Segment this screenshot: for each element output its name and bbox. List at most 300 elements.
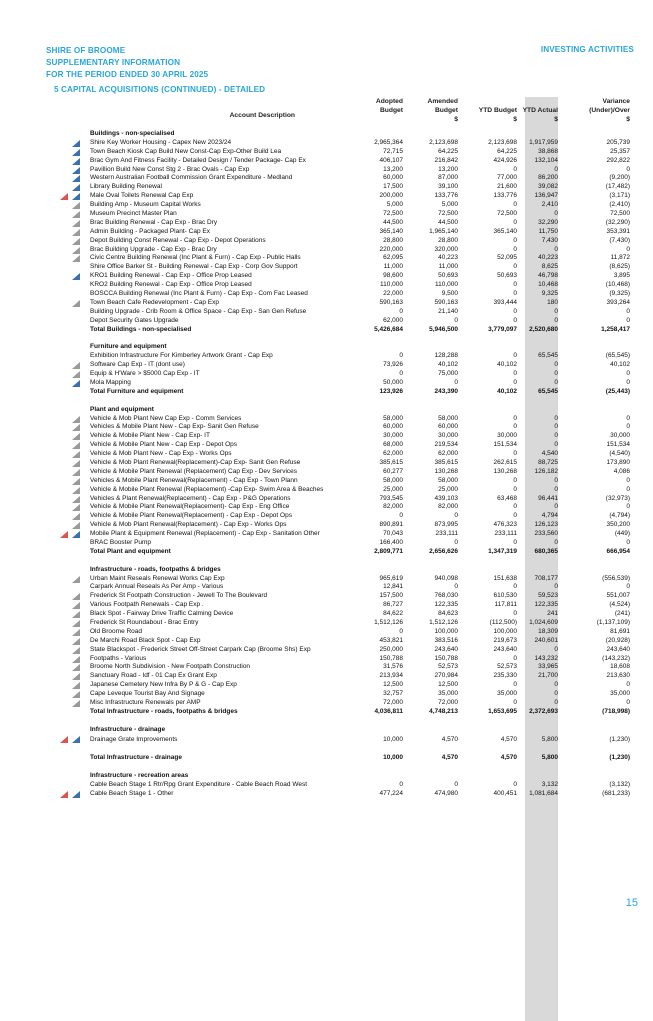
table-row [0, 521, 653, 530]
signal-bars-icon [60, 193, 68, 200]
ytd-actual-value: 46,798 [538, 272, 558, 280]
ytd-budget-value: 72,500 [497, 210, 517, 218]
adopted-budget-value: 590,163 [379, 298, 403, 306]
account-description: Old Broome Road [90, 627, 143, 635]
ytd-budget-value: 151,638 [493, 574, 517, 582]
adopted-budget-value: 157,500 [379, 592, 403, 600]
ytd-actual-value: 2,372,693 [529, 707, 558, 715]
report-period: FOR THE PERIOD ENDED 30 APRIL 2025 [46, 70, 209, 80]
ytd-budget-value: 0 [513, 476, 517, 484]
section-label: INVESTING ACTIVITIES [540, 45, 634, 54]
signal-bars-icon [72, 175, 80, 182]
variance-value: 0 [626, 485, 630, 493]
account-description: KRO2 Building Renewal - Cap Exp - Office Prop Leased [90, 281, 252, 289]
variance-value: 0 [626, 165, 630, 173]
ytd-actual-value: 10,468 [538, 281, 558, 289]
variance-value: (9,200) [609, 174, 630, 182]
amended-budget-value: 233,111 [435, 530, 458, 538]
adopted-budget-value: 453,821 [379, 636, 403, 644]
ytd-actual-value: 233,560 [534, 530, 558, 538]
ytd-budget-value: 0 [513, 316, 517, 324]
table-row [0, 432, 653, 441]
variance-value: 3,895 [613, 272, 630, 280]
account-description: Vehicles & Mobile Plant Renewal(Replacement) - Cap Exp - Town Plann [90, 476, 298, 484]
ytd-budget-value: 219,673 [493, 636, 517, 644]
ytd-actual-value: 0 [554, 361, 558, 369]
amended-budget-value: 58,000 [438, 414, 458, 422]
adopted-budget-value: 5,426,684 [374, 325, 403, 333]
adopted-budget-value: 12,841 [383, 583, 403, 591]
ytd-actual-value: 136,947 [534, 192, 558, 200]
adopted-budget-value: 13,200 [383, 165, 403, 173]
ytd-actual-value: 96,441 [538, 494, 558, 502]
ytd-actual-value: 8,625 [541, 263, 558, 271]
ytd-actual-value: 4,540 [541, 450, 558, 458]
account-description: Admin Building - Packaged Plant- Cap Ex [90, 227, 210, 235]
signal-bars-icon [72, 513, 80, 520]
adopted-budget-value: 32,757 [383, 690, 403, 698]
table-row [0, 486, 653, 495]
account-description: Vehicle & Mob Plant Renewal(Replacement)-Cap Exp- Sanit Gen Refuse [90, 458, 301, 466]
variance-value: 0 [626, 370, 630, 378]
adopted-budget-value: 12,500 [383, 681, 403, 689]
ytd-budget-value: 77,000 [497, 174, 517, 182]
variance-value: 35,000 [610, 690, 630, 698]
ytd-budget-value: 0 [513, 165, 517, 173]
table-row [0, 781, 653, 790]
amended-budget-value: 11,000 [438, 263, 458, 271]
account-description: Vehicle & Mob Plant New Cap Exp - Comm Services [90, 414, 242, 422]
signal-bars-icon [72, 522, 80, 529]
amended-budget-value: 4,570 [441, 754, 458, 762]
table-row [0, 139, 653, 148]
ytd-actual-value: 5,800 [541, 735, 558, 743]
report-subtitle: SUPPLEMENTARY INFORMATION [46, 58, 181, 68]
variance-value: (2,410) [609, 201, 630, 209]
adopted-budget-value: 5,000 [386, 201, 403, 209]
ytd-budget-value: 30,000 [497, 432, 517, 440]
amended-budget-value: 270,984 [434, 672, 458, 680]
table-row [0, 503, 653, 512]
ytd-actual-value: 5,800 [541, 754, 558, 762]
adopted-budget-value: 72,715 [383, 147, 403, 155]
signal-bars-icon [72, 673, 80, 680]
amended-budget-value: 72,000 [438, 699, 458, 706]
ytd-budget-value: 0 [513, 450, 517, 458]
adopted-budget-value: 0 [399, 370, 403, 378]
account-description: Total Buildings - non-specialised [90, 325, 192, 333]
variance-value: (10,468) [605, 281, 630, 289]
table-row [0, 379, 653, 388]
account-description: BOSCCA Building Renewal (Inc Plant & Furn) - Cap Exp - Com Fac Leased [90, 290, 308, 298]
adopted-budget-value: 72,500 [383, 210, 403, 218]
ytd-budget-value: 0 [513, 263, 517, 271]
signal-bars-icon [72, 593, 80, 600]
variance-value: (8,625) [609, 263, 630, 271]
table-row [0, 441, 653, 450]
variance-value: 0 [626, 245, 630, 253]
table-row [0, 210, 653, 219]
signal-bars-icon [72, 193, 80, 200]
ytd-actual-value: 0 [554, 307, 558, 315]
table-row [0, 290, 653, 299]
account-description: Shire Office Barker St - Building Renewal - Cap Exp - Corp Gov Support [90, 263, 298, 271]
table-row [0, 423, 653, 432]
variance-value: (65,545) [605, 352, 630, 360]
ytd-budget-value: 0 [513, 610, 517, 618]
adopted-budget-value: 4,036,811 [374, 707, 403, 715]
signal-bars-icon [72, 478, 80, 485]
row-spacer [0, 745, 653, 754]
ytd-budget-value: 0 [513, 781, 517, 789]
col-ytd-actual: YTD Actual $ [522, 107, 558, 123]
ytd-budget-value: 0 [513, 245, 517, 253]
ytd-budget-value: 235,330 [493, 672, 517, 680]
variance-value: 1,258,417 [601, 325, 630, 333]
variance-value: (241) [614, 610, 630, 618]
signal-bars-icon [72, 255, 80, 262]
ytd-budget-value: 1,347,319 [488, 547, 517, 555]
adopted-budget-value: 28,800 [383, 236, 403, 244]
account-description: Japanese Cemetery New Infra By P & G - Cap Exp [90, 681, 237, 689]
signal-bars-icon [72, 629, 80, 636]
variance-value: (9,325) [609, 290, 630, 298]
category-total-row [0, 326, 653, 335]
ytd-budget-value: 35,000 [497, 690, 517, 698]
amended-budget-value: 40,102 [438, 361, 458, 369]
signal-bars-icon [72, 647, 80, 654]
signal-bars-icon [72, 611, 80, 618]
row-spacer [0, 334, 653, 343]
ytd-budget-value: 130,268 [493, 467, 517, 475]
account-description: Brac Building Renewal - Cap Exp - Brac Dry [90, 218, 218, 226]
account-description: Brac Building Upgrade - Cap Exp - Brac Dry [90, 245, 217, 253]
table-row [0, 370, 653, 379]
table-row [0, 219, 653, 228]
amended-budget-value: 2,123,698 [429, 138, 458, 146]
account-description: Vehicle & Mobile Plant New - Cap Exp - Depot Ops [90, 441, 238, 449]
account-description: Pavillion Build New Const Stg 2 - Brac Ovals - Cap Exp [90, 165, 250, 173]
variance-value: 18,608 [610, 663, 630, 671]
ytd-budget-value: 393,444 [493, 298, 517, 306]
variance-value: (1,230) [609, 735, 630, 743]
col-amended-budget: Amended Budget $ [427, 98, 458, 123]
amended-budget-value: 940,098 [434, 574, 458, 582]
account-description: Footpaths - Various [90, 654, 147, 662]
table-row [0, 655, 653, 664]
ytd-actual-value: 0 [554, 645, 558, 653]
table-row [0, 183, 653, 192]
ytd-budget-value: 262,615 [493, 458, 517, 466]
ytd-budget-value: 0 [513, 485, 517, 493]
adopted-budget-value: 10,000 [383, 754, 403, 762]
signal-bars-icon [72, 664, 80, 671]
ytd-budget-value: 400,451 [493, 790, 517, 798]
adopted-budget-value: 10,000 [383, 735, 403, 743]
account-description: Brac Gym And Fitness Facility - Detailed Design / Tender Package- Cap Ex [90, 156, 306, 164]
adopted-budget-value: 72,000 [383, 699, 403, 706]
amended-budget-value: 768,030 [434, 592, 458, 600]
ytd-actual-value: 0 [554, 378, 558, 386]
variance-value: 30,000 [610, 432, 630, 440]
ytd-actual-value: 0 [554, 690, 558, 698]
ytd-budget-value: 117,811 [494, 601, 517, 609]
variance-value: (7,430) [609, 236, 630, 244]
account-description: De Marchi Road Black Spot - Cap Exp [90, 636, 201, 644]
amended-budget-value: 0 [454, 512, 458, 520]
row-spacer [0, 763, 653, 772]
account-description: Equip & H'Ware > $5000 Cap Exp - IT [90, 370, 200, 378]
account-description: Total Infrastructure - roads, footpaths & bridges [90, 707, 238, 715]
ytd-actual-value: 0 [554, 423, 558, 431]
signal-bars-icon [72, 576, 80, 583]
ytd-budget-value: 0 [513, 307, 517, 315]
amended-budget-value: 28,800 [438, 236, 458, 244]
variance-value: (32,290) [605, 218, 630, 226]
ytd-actual-value: 0 [554, 370, 558, 378]
page-number: 15 [625, 897, 638, 909]
category-heading [0, 726, 653, 735]
signal-bars-icon [72, 380, 80, 387]
ytd-actual-value: 0 [554, 210, 558, 218]
table-row [0, 272, 653, 281]
amended-budget-value: 150,788 [434, 654, 458, 662]
table-row [0, 672, 653, 681]
section-title: 5 CAPITAL ACQUISITIONS (CONTINUED) - DETAILED [54, 85, 266, 94]
ytd-actual-value: 680,365 [534, 547, 558, 555]
ytd-budget-value: 0 [513, 699, 517, 706]
adopted-budget-value: 22,000 [383, 290, 403, 298]
adopted-budget-value: 385,615 [379, 458, 403, 466]
amended-budget-value: 21,140 [438, 307, 458, 315]
account-description: Vehicle & Mob Plant New - Cap Exp - Works Ops [90, 450, 232, 458]
ytd-actual-value: 7,430 [541, 236, 558, 244]
ytd-actual-value: 2,410 [541, 201, 558, 209]
variance-value: (556,539) [602, 574, 630, 582]
account-description: Buildings - non-specialised [90, 130, 175, 137]
adopted-budget-value: 30,000 [383, 432, 403, 440]
signal-bars-icon [72, 442, 80, 449]
table-row [0, 601, 653, 610]
table-row [0, 450, 653, 459]
ytd-budget-value: 63,468 [497, 494, 517, 502]
ytd-actual-value: 65,545 [538, 387, 558, 395]
amended-budget-value: 128,288 [434, 352, 458, 360]
table-row [0, 308, 653, 317]
variance-value: 0 [626, 423, 630, 431]
account-description: Total Plant and equipment [90, 547, 171, 555]
amended-budget-value: 4,570 [441, 735, 458, 743]
amended-budget-value: 82,000 [438, 503, 458, 511]
adopted-budget-value: 0 [399, 307, 403, 315]
ytd-budget-value: 476,323 [493, 521, 517, 529]
account-description: BRAC Booster Pump [90, 538, 152, 546]
signal-bars-icon [72, 184, 80, 191]
adopted-budget-value: 220,000 [379, 245, 403, 253]
amended-budget-value: 58,000 [438, 476, 458, 484]
category-heading [0, 130, 653, 139]
ytd-actual-value: 240,601 [534, 636, 558, 644]
variance-value: 666,954 [606, 547, 630, 555]
account-description: Vehicles & Mobile Plant New - Cap Exp- Sanit Gen Refuse [90, 423, 259, 431]
ytd-actual-value: 0 [554, 681, 558, 689]
ytd-actual-value: 33,965 [538, 663, 558, 671]
signal-bars-icon [72, 700, 80, 707]
variance-value: 0 [626, 476, 630, 484]
adopted-budget-value: 150,788 [379, 654, 403, 662]
amended-budget-value: 39,100 [438, 183, 458, 191]
ytd-budget-value: 0 [513, 503, 517, 511]
amended-budget-value: 4,748,213 [429, 707, 458, 715]
table-row [0, 539, 653, 548]
row-spacer [0, 397, 653, 406]
ytd-budget-value: 0 [513, 423, 517, 431]
signal-bars-icon [72, 211, 80, 218]
ytd-budget-value: 0 [513, 352, 517, 360]
adopted-budget-value: 200,000 [379, 192, 403, 200]
ytd-budget-value: 64,225 [497, 147, 517, 155]
table-row [0, 575, 653, 584]
table-row [0, 646, 653, 655]
amended-budget-value: 62,000 [438, 450, 458, 458]
amended-budget-value: 219,534 [434, 441, 458, 449]
table-row [0, 361, 653, 370]
col-ytd-budget: YTD Budget $ [478, 107, 517, 123]
signal-bars-icon [72, 469, 80, 476]
category-total-row [0, 388, 653, 397]
table-row [0, 228, 653, 237]
signal-bars-icon [72, 158, 80, 165]
ytd-budget-value: 2,123,698 [488, 138, 517, 146]
ytd-actual-value: 708,177 [534, 574, 558, 582]
adopted-budget-value: 62,095 [383, 254, 403, 262]
col-variance: Variance (Under)/Over $ [589, 98, 630, 123]
variance-value: (1,137,109) [596, 618, 630, 626]
adopted-budget-value: 62,000 [383, 450, 403, 458]
table-row [0, 583, 653, 592]
amended-budget-value: 1,512,126 [429, 618, 458, 626]
table-row [0, 201, 653, 210]
category-total-row [0, 548, 653, 557]
amended-budget-value: 44,500 [438, 218, 458, 226]
row-spacer [0, 557, 653, 566]
adopted-budget-value: 110,000 [379, 281, 403, 289]
adopted-budget-value: 60,277 [383, 467, 403, 475]
account-description: Library Building Renewal [90, 183, 162, 191]
adopted-budget-value: 50,000 [383, 378, 403, 386]
ytd-actual-value: 59,523 [538, 592, 558, 600]
account-description: State Blackspot - Frederick Street Off-Street Carpark Cap (Broome Shs) Exp [90, 645, 311, 653]
account-description: Software Cap Exp - IT (dont use) [90, 361, 185, 369]
account-description: Furniture and equipment [90, 343, 167, 351]
amended-budget-value: 122,335 [434, 601, 458, 609]
amended-budget-value: 243,640 [434, 645, 458, 653]
variance-value: (4,540) [609, 450, 630, 458]
signal-bars-icon [72, 496, 80, 503]
signal-bars-icon [72, 602, 80, 609]
table-row [0, 477, 653, 486]
ytd-budget-value: 424,926 [493, 156, 517, 164]
table-row [0, 699, 653, 708]
variance-value: 0 [626, 316, 630, 324]
variance-value: 0 [626, 583, 630, 591]
account-description: Broome North Subdivision - New Footpath Construction [90, 663, 251, 671]
ytd-budget-value: 0 [513, 201, 517, 209]
variance-value: 0 [626, 681, 630, 689]
account-description: Town Beach Kiosk Cap Build New Const-Cap Exp-Other Build Lea [90, 147, 282, 155]
account-description: Building Amp - Museum Capital Works [90, 201, 201, 209]
variance-value: 205,739 [606, 138, 630, 146]
ytd-actual-value: 0 [554, 414, 558, 422]
account-description: Infrastructure - roads, footpaths & bridges [90, 565, 221, 573]
amended-budget-value: 50,693 [438, 272, 458, 280]
variance-value: (3,171) [609, 192, 630, 200]
adopted-budget-value: 31,576 [383, 663, 403, 671]
ytd-budget-value: 133,776 [493, 192, 517, 200]
category-heading [0, 566, 653, 575]
ytd-budget-value: 100,000 [493, 627, 517, 635]
amended-budget-value: 0 [454, 316, 458, 324]
account-description: Total Furniture and equipment [90, 387, 184, 395]
table-row [0, 415, 653, 424]
variance-value: 213,630 [606, 672, 630, 680]
signal-bars-icon [72, 691, 80, 698]
ytd-actual-value: 126,123 [534, 521, 558, 529]
ytd-budget-value: 0 [513, 681, 517, 689]
amended-budget-value: 40,223 [438, 254, 458, 262]
table-row [0, 281, 653, 290]
ytd-budget-value: 0 [513, 378, 517, 386]
adopted-budget-value: 213,934 [379, 672, 403, 680]
ytd-budget-value: 4,570 [500, 735, 517, 743]
adopted-budget-value: 60,000 [383, 423, 403, 431]
account-description: Cable Beach Stage 1 Rtr/Rpg Grant Expenditure - Cable Beach Road West [90, 781, 308, 789]
amended-budget-value: 2,656,626 [429, 547, 458, 555]
amended-budget-value: 590,163 [434, 298, 458, 306]
variance-value: 0 [626, 307, 630, 315]
signal-bars-icon [72, 247, 80, 254]
variance-value: (1,230) [609, 754, 630, 762]
table-row [0, 148, 653, 157]
ytd-budget-value: 151,534 [493, 441, 517, 449]
account-description: Museum Precinct Master Plan [90, 210, 177, 218]
table-row [0, 495, 653, 504]
signal-bars-icon [72, 371, 80, 378]
signal-bars-icon [72, 736, 80, 743]
variance-value: (718,998) [602, 707, 630, 715]
signal-bars-icon [72, 656, 80, 663]
account-description: Various Footpath Renewals - Cap Exp . [90, 601, 204, 609]
ytd-budget-value: 0 [513, 281, 517, 289]
account-description: Western Australian Football Commission Grant Expenditure - Medland [90, 174, 293, 182]
table-row [0, 468, 653, 477]
table-row [0, 637, 653, 646]
ytd-budget-value: 0 [513, 370, 517, 378]
adopted-budget-value: 1,512,126 [374, 618, 403, 626]
ytd-actual-value: 32,290 [538, 218, 558, 226]
table-row [0, 254, 653, 263]
ytd-actual-value: 0 [554, 583, 558, 591]
ytd-actual-value: 0 [554, 538, 558, 546]
signal-bars-icon [72, 416, 80, 423]
account-description: Exhibition Infrastructure For Kimberley Artwork Grant - Cap Exp [90, 352, 273, 360]
adopted-budget-value: 2,809,771 [374, 547, 403, 555]
account-description: Urban Maint Reseals Renewal Works Cap Exp [90, 574, 225, 582]
amended-budget-value: 439,103 [434, 494, 458, 502]
amended-budget-value: 12,500 [438, 681, 458, 689]
signal-bars-icon [72, 167, 80, 174]
account-description: Depot Security Gates Upgrade [90, 316, 179, 324]
